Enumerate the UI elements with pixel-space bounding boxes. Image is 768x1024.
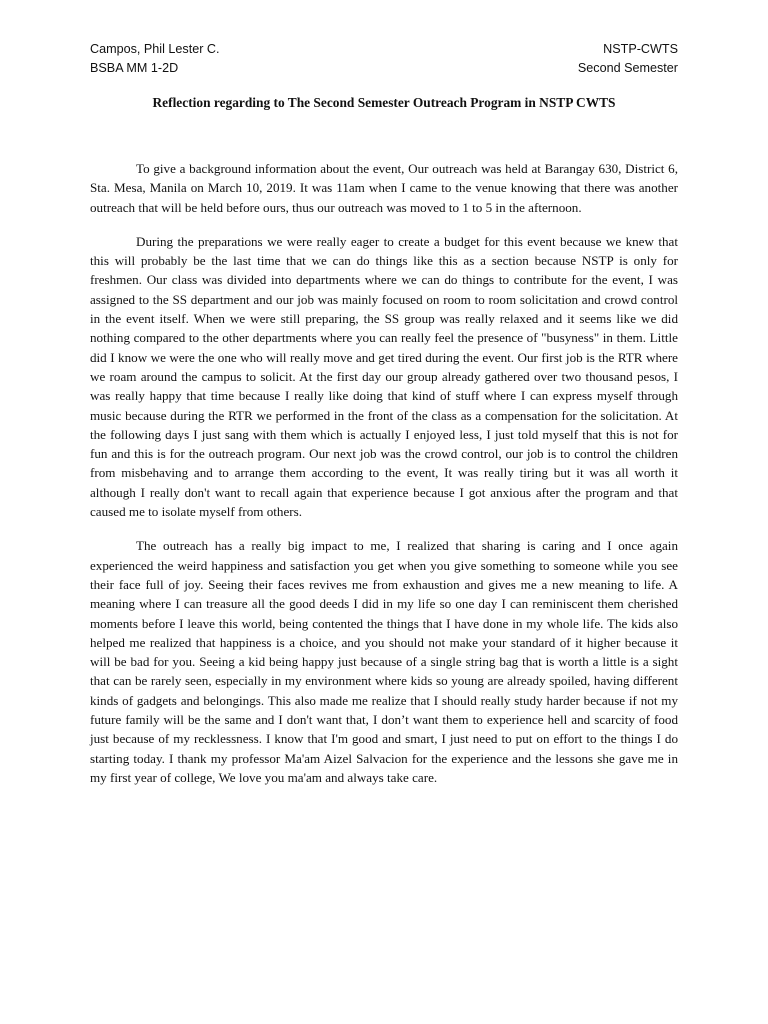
document-title: Reflection regarding to The Second Semester Outreach Program in NSTP CWTS xyxy=(152,95,616,110)
paragraph-background: To give a background information about the event, Our outreach was held at Barangay 630, District 6, Sta. Mesa, Manila on March 10, 2019. It was 11am when I came to the venue knowing that there was another outreach that will be held before ours, thus our outreach was moved to 1 to 5 in the afternoon. xyxy=(90,161,678,215)
paragraph-preparations: During the preparations we were really eager to create a budget for this event because we knew that this will probably be the last time that we can do things like this as a section because NSTP is only for freshmen. Our class was divided into departments where we can do things to contribute for the event, I was assigned to the SS department and our job was mainly focused on room to room solicitation and crowd control in the event itself. When we were still preparing, the SS group was really relaxed and it seems like we did nothing compared to the other departments where you can really feel the presence of "busyness" in them. Little did I know we were the one who will really move and get tired during the event. Our first job is the RTR where we roam around the campus to solicit. At the first day our group already gathered over two thousand pesos, I was really happy that time because I really like doing that kind of stuff where I can express myself through music because during the RTR we performed in the front of the class as a compensation for the solicitation. At the following days I just sang with them which is actually I enjoyed less, I just told myself that this is not for fun and this is for the outreach program. Our next job was the crowd control, our job is to control the children from misbehaving and to arrange them according to the event, It was really tiring but it was all worth it although I really don't want to recall again that experience because I got anxious after the program and that caused me to isolate myself from others. xyxy=(90,233,678,520)
document-body xyxy=(90,159,678,802)
course-name: NSTP-CWTS xyxy=(603,42,678,56)
paragraph-impact: The outreach has a really big impact to me, I realized that sharing is caring and I once again experienced the weird happiness and satisfaction you get when you give something to someone while you see their face full of joy. Seeing their faces revives me from exhaustion and gives me a new meaning to life. A meaning where I can treasure all the good deeds I did in my life so one day I can reminiscent them cherished moments before I leave this world, being contented the things that I have done in my whole life. The kids also helped me realized that happiness is a choice, and you should not make your standard of it higher because it will be bad for you. Seeing a kid being happy just because of a single string bag that is worth a little is a sight that can be rarely seen, especially in my environment where kids so young are already spoiled, having different kinds of gadgets and belongings. This also made me realize that I should really study harder because if not my future family will be the same and I don't want that, I don’t want them to experience hell and scarcity of food just because of my recklessness. I know that I'm good and smart, I just need to put on effort to the things I do starting today. I thank my professor Ma'am Aizel Salvacion for the experience and the lessons she gave me in my first year of college, We love you ma'am and always take care. xyxy=(90,538,678,785)
student-section: BSBA MM 1-2D xyxy=(90,61,179,75)
header-left xyxy=(90,40,220,78)
semester-label: Second Semester xyxy=(577,61,678,75)
author-name: Campos, Phil Lester C. xyxy=(90,42,220,56)
header-right xyxy=(578,40,678,78)
